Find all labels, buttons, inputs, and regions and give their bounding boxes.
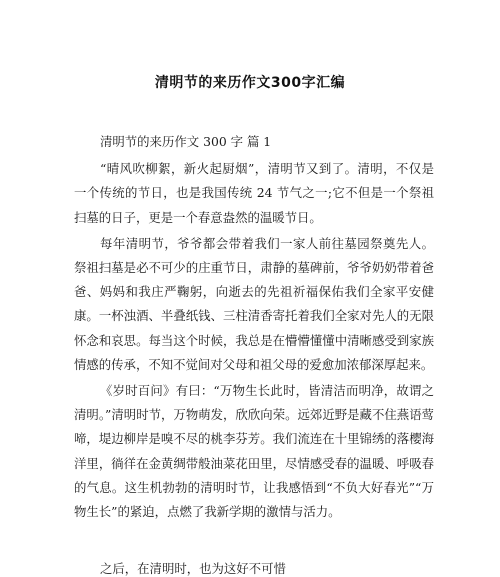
truncated-paragraph-text: 之后，在清明时，也为这好不可惜 bbox=[100, 561, 286, 576]
paragraph-3: 《岁时百问》有曰：“万物生长此时，皆清洁而明净，故谓之清明。”清明时节，万物萌发，欣欣向荣。远郊近野是藏不住燕语莺啼，堤边柳岸是嗅不尽的桃李芬芳。我们流连在十里锦绣的落樱海洋里，徜徉在金黄绸带般油菜花田里，尽情感受春的温暖、呼吸春的气息。这生机勃勃的清明时节，让我感悟到“不负大好春光”“万物生长”的紧迫，点燃了我新学期的激情与活力。 bbox=[74, 383, 434, 520]
paragraph-2: 每年清明节，爷爷都会带着我们一家人前往墓园祭奠先人。祭祖扫墓是必不可少的庄重节日，肃静的墓碑前，爷爷奶奶带着爸爸、妈妈和我庄严鞠躬，向逝去的先祖祈福保佑我们全家平安健康。一杯浊酒、半叠纸钱、三柱清香寄托着我们全家对先人的无限怀念和哀思。每当这个时候，我总是在懵懵懂懂中清晰感受到家族情感的传承，不知不觉间对父母和祖父母的爱愈加浓郁深厚起来。 bbox=[74, 235, 434, 372]
truncated-paragraph bbox=[74, 553, 434, 576]
document-body bbox=[74, 130, 434, 524]
document-title: 清明节的来历作文300字汇编 bbox=[154, 75, 346, 91]
section-heading: 清明节的来历作文 300 字 篇 1 bbox=[100, 134, 272, 149]
paragraph-1: “晴风吹柳絮，新火起厨烟”，清明节又到了。清明，不仅是一个传统的节日，也是我国传统 24 节气之一;它不但是一个祭祖扫墓的日子，更是一个春意盎然的温暖节日。 bbox=[74, 161, 434, 225]
